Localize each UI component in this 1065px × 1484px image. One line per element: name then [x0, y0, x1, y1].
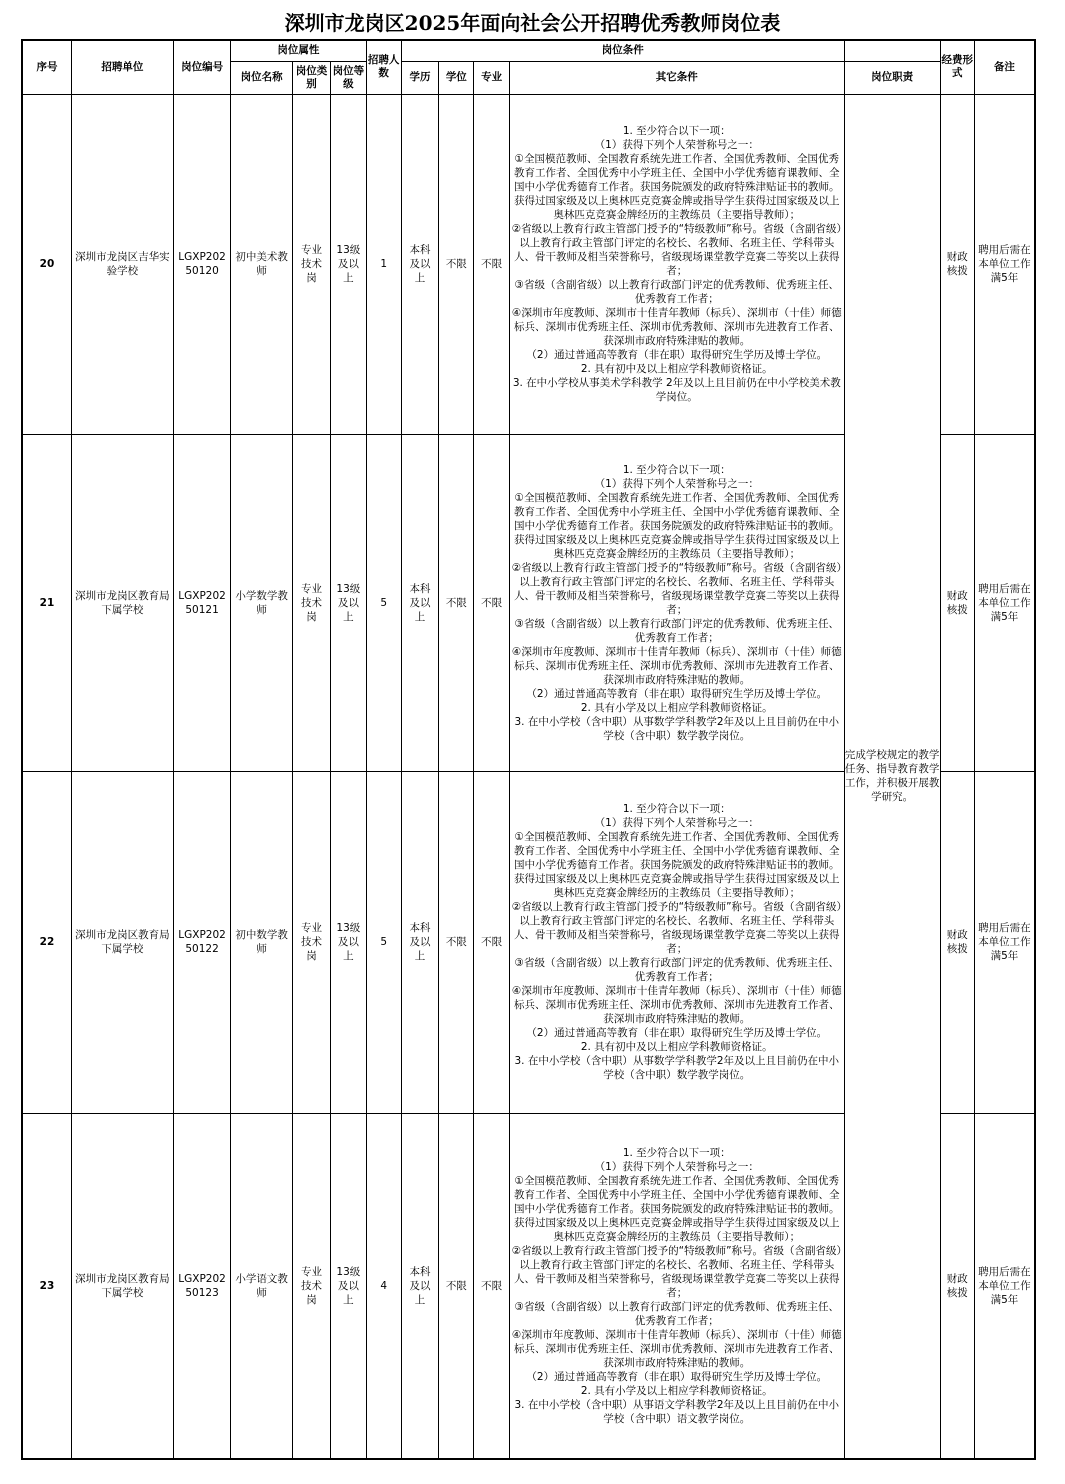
- condition-line: ①全国模范教师、全国教育系统先进工作者、全国优秀教师、全国优秀教育工作者、全国优秀中小学班主任、全国中小学优秀德育课教师、全国中小学优秀德育工作者。获国务院颁发的政府特殊津贴证书的教师。获得过国家级及以上奥林匹克竞赛金牌或指导学生获得过国家级及以上奥林匹克竞赛金牌经历的主教练员（主要指导教师）；: [514, 153, 840, 221]
- edu-cell-text: 本科及以上: [409, 582, 431, 623]
- condition-line: 2. 具有初中及以上相应学科教师资格证。: [580, 363, 773, 375]
- header-degree: 学位: [439, 61, 474, 94]
- header-remark: 备注: [974, 40, 1035, 94]
- category-cell: [292, 1113, 330, 1459]
- level-cell: [331, 1113, 366, 1459]
- condition-line: 2. 具有小学及以上相应学科教师资格证。: [580, 1384, 773, 1397]
- code-cell: [173, 434, 231, 771]
- category-cell: [292, 771, 330, 1113]
- count-cell-text: 5: [380, 596, 388, 609]
- other-conditions-cell: [509, 434, 844, 771]
- remark-cell-text: 聘用后需在本单位工作满5年: [978, 244, 1031, 284]
- code-cell: [173, 1113, 231, 1459]
- major-cell-text: 不限: [481, 1279, 503, 1292]
- edu-cell-text: 本科及以上: [409, 244, 431, 284]
- duty-text: 完成学校规定的教学任务、指导教育教学工作，并积极开展教学研究。: [844, 749, 940, 804]
- degree-cell: [439, 94, 474, 434]
- funding-cell-text: 财政核拨: [946, 589, 968, 616]
- position-name-cell-text: 初中数学教师: [235, 929, 288, 955]
- header-unit: 招聘单位: [71, 40, 173, 94]
- condition-line: 3. 在中小学校（含中职）从事数学学科教学2年及以上且目前仍在中小学校（含中职）数学教学岗位。: [514, 1055, 840, 1081]
- header-duty: 岗位职责: [844, 61, 940, 94]
- condition-line: （1）获得下列个人荣誉称号之一：: [594, 817, 759, 829]
- edu-cell-text: 本科及以上: [409, 1265, 431, 1306]
- remark-cell: [974, 94, 1035, 434]
- duty-cell: [844, 94, 940, 1459]
- count-cell-text: 4: [380, 1279, 388, 1292]
- count-cell: [366, 1113, 401, 1459]
- condition-line: 1. 至少符合以下一项：: [622, 1146, 731, 1159]
- major-cell: [474, 771, 509, 1113]
- funding-cell: [940, 771, 974, 1113]
- condition-line: ④深圳市年度教师、深圳市十佳青年教师（标兵）、深圳市（十佳）师德标兵、深圳市优秀班主任、深圳市优秀教师、深圳市先进教育工作者、获深圳市政府特殊津贴的教师。: [511, 1328, 842, 1369]
- code-cell: [173, 94, 231, 434]
- degree-cell-text: 不限: [445, 258, 467, 270]
- degree-cell: [439, 434, 474, 771]
- unit-cell-text: 深圳市龙岗区教育局下属学校: [75, 929, 170, 955]
- condition-line: ④深圳市年度教师、深圳市十佳青年教师（标兵）、深圳市（十佳）师德标兵、深圳市优秀班主任、深圳市优秀教师、深圳市先进教育工作者、获深圳市政府特殊津贴的教师。: [511, 307, 842, 347]
- header-count: 招聘人数: [366, 40, 401, 94]
- position-name-cell-text: 小学数学教师: [235, 589, 288, 616]
- condition-line: ②省级以上教育行政主管部门授予的“特级教师”称号。省级（含副省级）以上教育行政主管部门评定的名校长、名教师、名班主任、学科带头人、骨干教师及相当荣誉称号，省级现场课堂教学竞赛二等奖以上获得者；: [511, 1244, 842, 1299]
- code-cell-text: LGXP20250123: [178, 1272, 226, 1299]
- category-cell-text: 专业技术岗: [301, 922, 323, 962]
- unit-cell: [71, 94, 173, 434]
- header-edu: 学历: [401, 61, 438, 94]
- condition-line: 2. 具有小学及以上相应学科教师资格证。: [580, 701, 773, 714]
- position-name-cell: [231, 771, 293, 1113]
- table-row: [22, 94, 1035, 434]
- unit-cell-text: 深圳市龙岗区吉华实验学校: [75, 251, 170, 277]
- unit-cell-text: 深圳市龙岗区教育局下属学校: [75, 589, 170, 616]
- funding-cell: [940, 94, 974, 434]
- edu-cell: [401, 434, 438, 771]
- seq-cell-text: 22: [39, 936, 55, 948]
- level-cell: [331, 771, 366, 1113]
- condition-line: （1）获得下列个人荣誉称号之一：: [594, 1160, 759, 1173]
- code-cell: [173, 771, 231, 1113]
- condition-line: ①全国模范教师、全国教育系统先进工作者、全国优秀教师、全国优秀教育工作者、全国优秀中小学班主任、全国中小学优秀德育课教师、全国中小学优秀德育工作者。获国务院颁发的政府特殊津贴证书的教师。获得过国家级及以上奥林匹克竞赛金牌或指导学生获得过国家级及以上奥林匹克竞赛金牌经历的主教练员（主要指导教师）；: [514, 491, 840, 560]
- major-cell: [474, 1113, 509, 1459]
- condition-line: 3. 在中小学校（含中职）从事数学学科教学2年及以上且目前仍在中小学校（含中职）数学教学岗位。: [514, 715, 840, 742]
- category-cell-text: 专业技术岗: [301, 1265, 323, 1306]
- condition-line: 3. 在中小学校（含中职）从事语文学科教学2年及以上且目前仍在中小学校（含中职）语文教学岗位。: [514, 1398, 840, 1425]
- code-cell-text: LGXP20250121: [178, 589, 226, 616]
- degree-cell: [439, 1113, 474, 1459]
- category-cell-text: 专业技术岗: [301, 244, 323, 284]
- major-cell: [474, 94, 509, 434]
- code-cell-text: LGXP20250120: [178, 251, 226, 277]
- edu-cell: [401, 94, 438, 434]
- category-cell-text: 专业技术岗: [301, 582, 323, 623]
- seq-cell: [22, 434, 71, 771]
- degree-cell: [439, 771, 474, 1113]
- major-cell-text: 不限: [481, 936, 503, 948]
- degree-cell-text: 不限: [445, 1279, 467, 1292]
- seq-cell: [22, 1113, 71, 1459]
- degree-cell-text: 不限: [445, 936, 467, 948]
- condition-line: （2）通过普通高等教育（非在职）取得研究生学历及博士学位。: [526, 349, 828, 361]
- funding-cell: [940, 434, 974, 771]
- remark-cell: [974, 771, 1035, 1113]
- page-title: 深圳市龙岗区2025年面向社会公开招聘优秀教师岗位表: [284, 11, 781, 35]
- unit-cell: [71, 434, 173, 771]
- edu-cell: [401, 771, 438, 1113]
- funding-cell: [940, 1113, 974, 1459]
- level-cell-text: 13级及以上: [336, 244, 361, 284]
- remark-cell-text: 聘用后需在本单位工作满5年: [978, 1265, 1031, 1306]
- funding-cell-text: 财政核拨: [946, 251, 968, 277]
- funding-cell-text: 财政核拨: [946, 929, 968, 955]
- header-seq: 序号: [22, 40, 71, 94]
- condition-line: 1. 至少符合以下一项：: [622, 463, 731, 476]
- major-cell-text: 不限: [481, 596, 503, 609]
- level-cell-text: 13级及以上: [336, 1265, 361, 1306]
- count-cell-text: 5: [380, 936, 388, 948]
- condition-line: （2）通过普通高等教育（非在职）取得研究生学历及博士学位。: [526, 1027, 828, 1039]
- header-level: 岗位等级: [331, 61, 366, 94]
- count-cell: [366, 434, 401, 771]
- condition-line: （1）获得下列个人荣誉称号之一：: [594, 477, 759, 490]
- header-duty-spacer: [844, 40, 940, 61]
- position-name-cell: [231, 94, 293, 434]
- header-cond-group: 岗位条件: [401, 40, 844, 61]
- remark-cell-text: 聘用后需在本单位工作满5年: [978, 582, 1031, 623]
- condition-line: （2）通过普通高等教育（非在职）取得研究生学历及博士学位。: [526, 1370, 828, 1383]
- seq-cell-text: 21: [39, 596, 55, 609]
- level-cell: [331, 94, 366, 434]
- count-cell-text: 1: [380, 258, 388, 270]
- other-conditions-cell: [509, 771, 844, 1113]
- condition-line: ②省级以上教育行政主管部门授予的“特级教师”称号。省级（含副省级）以上教育行政主管部门评定的名校长、名教师、名班主任、学科带头人、骨干教师及相当荣誉称号，省级现场课堂教学竞赛二等奖以上获得者；: [511, 901, 842, 955]
- position-name-cell-text: 初中美术教师: [235, 251, 288, 277]
- condition-line: ③省级（含副省级）以上教育行政部门评定的优秀教师、优秀班主任、优秀教育工作者；: [514, 1300, 839, 1327]
- header-major: 专业: [474, 61, 509, 94]
- category-cell: [292, 94, 330, 434]
- seq-cell-text: 20: [39, 258, 55, 270]
- recruitment-table: [21, 39, 1036, 1460]
- count-cell: [366, 94, 401, 434]
- position-name-cell: [231, 1113, 293, 1459]
- major-cell-text: 不限: [481, 258, 503, 270]
- seq-cell-text: 23: [39, 1279, 55, 1292]
- unit-cell: [71, 771, 173, 1113]
- level-cell: [331, 434, 366, 771]
- edu-cell-text: 本科及以上: [409, 922, 431, 962]
- code-cell-text: LGXP20250122: [178, 929, 226, 955]
- major-cell: [474, 434, 509, 771]
- condition-line: （1）获得下列个人荣誉称号之一：: [594, 139, 759, 151]
- count-cell: [366, 771, 401, 1113]
- position-name-cell-text: 小学语文教师: [235, 1272, 288, 1299]
- level-cell-text: 13级及以上: [336, 582, 361, 623]
- position-name-cell: [231, 434, 293, 771]
- remark-cell-text: 聘用后需在本单位工作满5年: [978, 922, 1031, 962]
- funding-cell-text: 财政核拨: [946, 1272, 968, 1299]
- condition-line: 1. 至少符合以下一项：: [622, 125, 731, 137]
- remark-cell: [974, 1113, 1035, 1459]
- header-name: 岗位名称: [231, 61, 293, 94]
- header-attr-group: 岗位属性: [231, 40, 366, 61]
- condition-line: ②省级以上教育行政主管部门授予的“特级教师”称号。省级（含副省级）以上教育行政主管部门评定的名校长、名教师、名班主任、学科带头人、骨干教师及相当荣誉称号，省级现场课堂教学竞赛二等奖以上获得者；: [511, 223, 842, 277]
- edu-cell: [401, 1113, 438, 1459]
- header-other: 其它条件: [509, 61, 844, 94]
- condition-line: ②省级以上教育行政主管部门授予的“特级教师”称号。省级（含副省级）以上教育行政主管部门评定的名校长、名教师、名班主任、学科带头人、骨干教师及相当荣誉称号，省级现场课堂教学竞赛二等奖以上获得者；: [511, 561, 842, 616]
- condition-line: ④深圳市年度教师、深圳市十佳青年教师（标兵）、深圳市（十佳）师德标兵、深圳市优秀班主任、深圳市优秀教师、深圳市先进教育工作者、获深圳市政府特殊津贴的教师。: [511, 985, 842, 1025]
- level-cell-text: 13级及以上: [336, 922, 361, 962]
- condition-line: ④深圳市年度教师、深圳市十佳青年教师（标兵）、深圳市（十佳）师德标兵、深圳市优秀班主任、深圳市优秀教师、深圳市先进教育工作者、获深圳市政府特殊津贴的教师。: [511, 645, 842, 686]
- other-conditions-cell: [509, 1113, 844, 1459]
- header-funding: 经费形式: [940, 40, 974, 94]
- degree-cell-text: 不限: [445, 596, 467, 609]
- condition-line: ③省级（含副省级）以上教育行政部门评定的优秀教师、优秀班主任、优秀教育工作者；: [514, 279, 839, 305]
- condition-line: 1. 至少符合以下一项：: [622, 803, 731, 815]
- unit-cell: [71, 1113, 173, 1459]
- other-conditions-cell: [509, 94, 844, 434]
- header-code: 岗位编号: [173, 40, 231, 94]
- remark-cell: [974, 434, 1035, 771]
- seq-cell: [22, 94, 71, 434]
- header-category: 岗位类别: [292, 61, 330, 94]
- condition-line: ③省级（含副省级）以上教育行政部门评定的优秀教师、优秀班主任、优秀教育工作者；: [514, 617, 839, 644]
- condition-line: 3. 在中小学校从事美术学科教学 2年及以上且目前仍在中小学校美术教学岗位。: [512, 377, 841, 403]
- category-cell: [292, 434, 330, 771]
- seq-cell: [22, 771, 71, 1113]
- condition-line: ①全国模范教师、全国教育系统先进工作者、全国优秀教师、全国优秀教育工作者、全国优秀中小学班主任、全国中小学优秀德育课教师、全国中小学优秀德育工作者。获国务院颁发的政府特殊津贴证书的教师。获得过国家级及以上奥林匹克竞赛金牌或指导学生获得过国家级及以上奥林匹克竞赛金牌经历的主教练员（主要指导教师）；: [514, 1174, 840, 1243]
- condition-line: ①全国模范教师、全国教育系统先进工作者、全国优秀教师、全国优秀教育工作者、全国优秀中小学班主任、全国中小学优秀德育课教师、全国中小学优秀德育工作者。获国务院颁发的政府特殊津贴证书的教师。获得过国家级及以上奥林匹克竞赛金牌或指导学生获得过国家级及以上奥林匹克竞赛金牌经历的主教练员（主要指导教师）；: [514, 831, 840, 899]
- condition-line: ③省级（含副省级）以上教育行政部门评定的优秀教师、优秀班主任、优秀教育工作者；: [514, 957, 839, 983]
- unit-cell-text: 深圳市龙岗区教育局下属学校: [75, 1272, 170, 1299]
- condition-line: 2. 具有初中及以上相应学科教师资格证。: [580, 1041, 773, 1053]
- condition-line: （2）通过普通高等教育（非在职）取得研究生学历及博士学位。: [526, 687, 828, 700]
